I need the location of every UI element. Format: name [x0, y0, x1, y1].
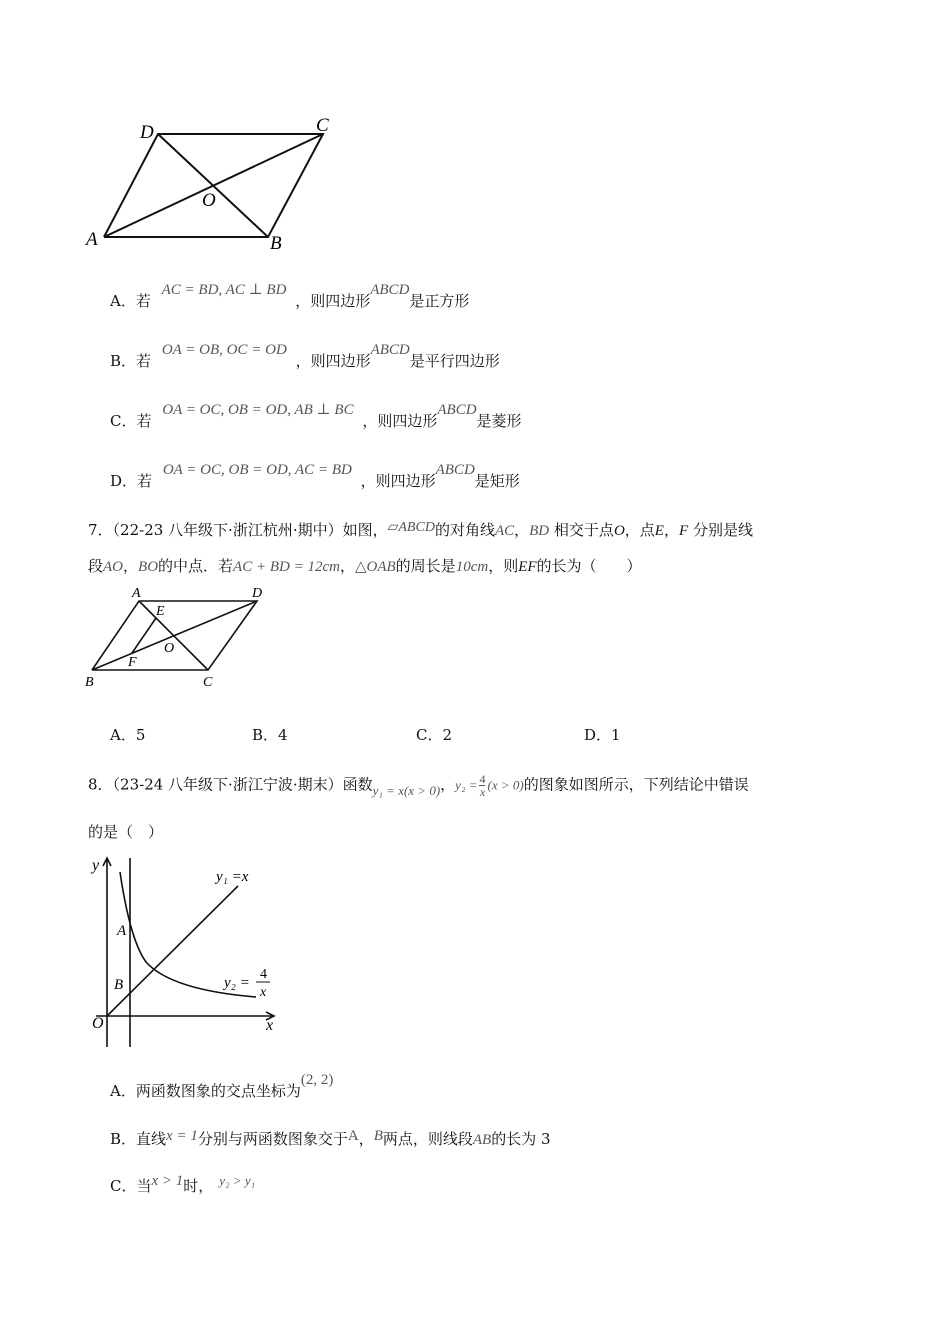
q8-stem-line1: 8．（23-24 八年级下·浙江宁波·期末）函数y₁ = x(x > 0)，y₂ = $\frac{4}{x}$ (x > 0)的图象如图所示，下列结论中错误: [88, 772, 749, 799]
figure-q8-graph: [86, 850, 286, 1048]
q8-option-b: B．直线x = 1分别与两函数图象交于A，B两点，则线段AB的长为 3: [110, 1128, 551, 1148]
q7-label-f: F: [128, 655, 137, 670]
q7-option-b: B．4: [252, 726, 288, 744]
label-b: B: [270, 233, 282, 254]
graph-label-y1: y₁ =x: [216, 869, 249, 885]
q7-stem-line1: 7．（22-23 八年级下·浙江杭州·期中）如图，▱ABCD的对角线AC，BD 相交于点O，点E，F 分别是线: [88, 520, 753, 539]
graph-label-y2-den: x: [260, 985, 267, 1000]
q7-option-c: C．2: [416, 726, 453, 744]
q6-option-b: B．若 OA = OB, OC = OD ，则四边形ABCD是平行四边形: [110, 342, 500, 370]
graph-label-y2-num: 4: [260, 967, 267, 982]
graph-label-y: y: [92, 857, 100, 874]
q7-label-o: O: [164, 641, 175, 656]
q7-label-d: D: [252, 586, 263, 601]
graph-label-b: B: [114, 977, 124, 993]
label-o: O: [202, 190, 216, 211]
label-c: C: [316, 115, 329, 136]
label-d: D: [140, 122, 154, 143]
q7-stem-line2: 段AO，BO的中点．若AC + BD = 12cm，△OAB的周长是10cm，则EF的长为（ ）: [88, 557, 642, 575]
graph-label-o: O: [92, 1015, 104, 1032]
q7-label-a: A: [132, 586, 141, 601]
graph-label-a: A: [117, 923, 127, 939]
q6-option-c: C．若 OA = OC, OB = OD, AB ⊥ BC ，则四边形ABCD是菱形: [110, 402, 522, 430]
graph-label-y2: y₂ =: [224, 975, 250, 991]
figure-parallelogram-abcd: [80, 110, 350, 255]
q7-option-d: D．1: [584, 726, 621, 744]
graph-label-x: x: [266, 1017, 274, 1034]
figure-q7-parallelogram: [82, 584, 272, 692]
q8-stem-line2: 的是（ ）: [88, 823, 164, 841]
q6-option-d: D．若 OA = OC, OB = OD, AC = BD ，则四边形ABCD是矩形: [110, 462, 520, 490]
label-a: A: [86, 229, 98, 250]
q8-option-a: A．两函数图象的交点坐标为(2, 2): [110, 1072, 334, 1100]
q6-option-a: A．若 AC = BD, AC ⊥ BD ，则四边形ABCD是正方形: [110, 282, 470, 310]
q7-label-b: B: [85, 675, 94, 690]
q7-label-c: C: [203, 675, 213, 690]
diagonal-bd: [158, 134, 268, 237]
q7-label-e: E: [156, 604, 165, 619]
q7-option-a: A．5: [110, 726, 146, 744]
q8-option-c: C．当x > 1时， y₂ > y₁: [110, 1173, 256, 1195]
